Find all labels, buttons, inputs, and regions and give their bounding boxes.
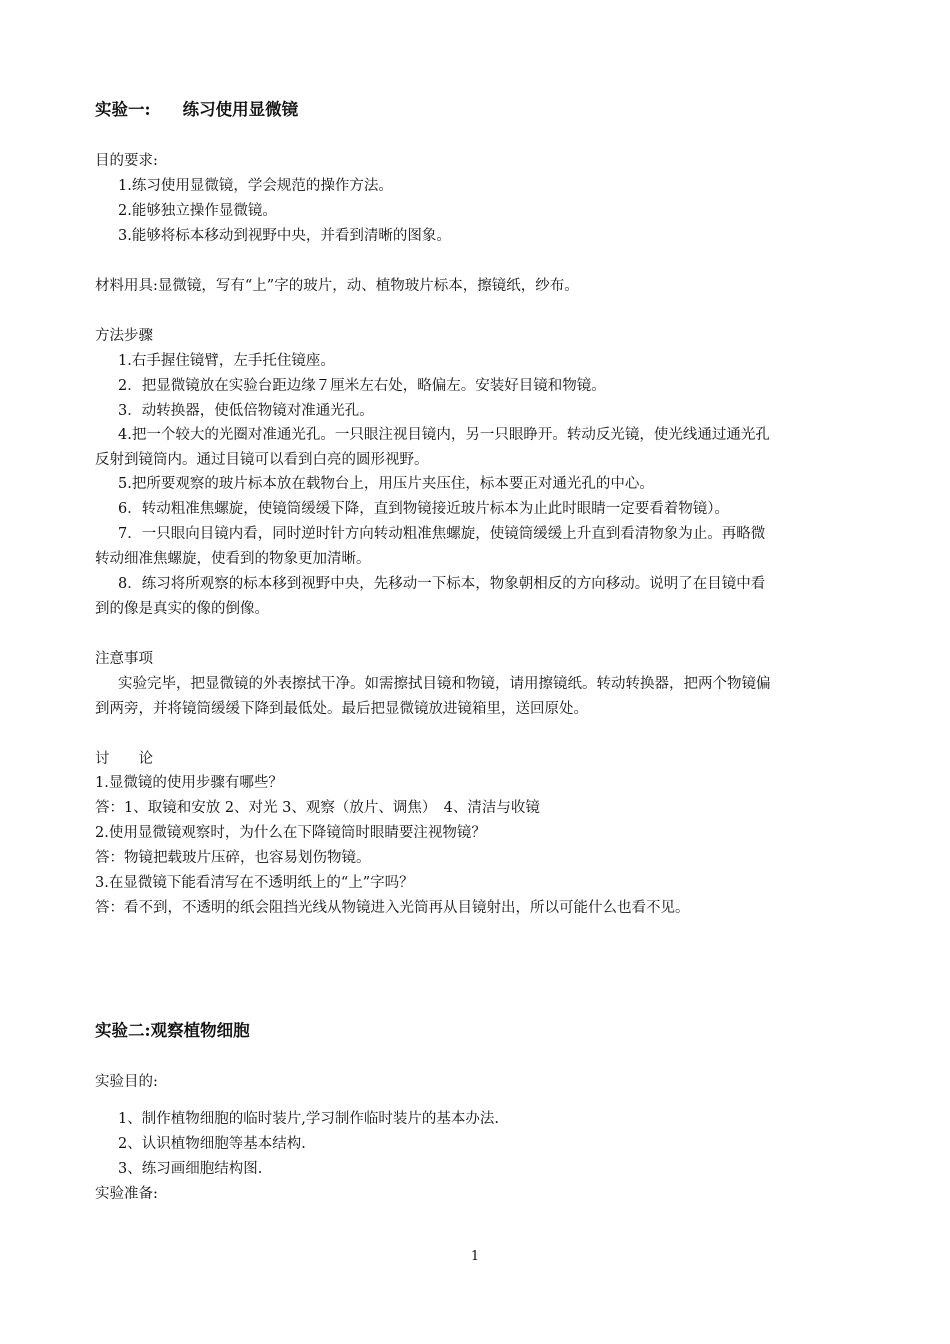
exp1-title-text: 练习使用显微镜 <box>182 100 299 119</box>
exp2-goal-item: 1、制作植物细胞的临时装片,学习制作临时装片的基本办法. <box>118 1111 499 1127</box>
exp1-step: 5.把所要观察的玻片标本放在载物台上，用压片夹压住，标本要正对通光孔的中心。 <box>118 476 654 492</box>
discussion-question: 3.在显微镜下能看清写在不透明纸上的“上”字吗？ <box>95 875 414 891</box>
exp1-step: 8．练习将所观察的标本移到视野中央，先移动一下标本，物象朝相反的方向移动。说明了在目镜中看 <box>118 576 766 592</box>
exp1-notes-line: 实验完毕，把显微镜的外表擦拭干净。如需擦拭目镜和物镜，请用擦镜纸。转动转换器，把两个物镜偏 <box>118 676 771 692</box>
exp1-goal-item: 2.能够独立操作显微镜。 <box>118 203 277 219</box>
discussion-question: 1.显微镜的使用步骤有哪些？ <box>95 775 283 791</box>
exp1-step-continuation: 反射到镜筒内。通过目镜可以看到白亮的圆形视野。 <box>95 452 429 468</box>
exp1-materials: 材料用具:显微镜，写有“上”字的玻片，动、植物玻片标本，擦镜纸，纱布。 <box>95 278 579 294</box>
exp1-goal-item: 1.练习使用显微镜，学会规范的操作方法。 <box>118 178 393 194</box>
exp1-step: 7．一只眼向目镜内看，同时逆时针方向转动粗准焦螺旋，使镜筒缓缓上升直到看清物象为止。再略微 <box>118 526 766 542</box>
exp1-title-prefix: 实验一: <box>95 100 151 119</box>
exp1-method-heading: 方法步骤 <box>95 328 153 344</box>
exp2-prep-heading: 实验准备: <box>95 1186 158 1202</box>
exp1-step: 6．转动粗准焦螺旋，使镜筒缓缓下降，直到物镜接近玻片标本为止此时眼睛一定要看着物镜）。 <box>118 501 729 517</box>
exp1-step: 3．动转换器，使低倍物镜对准通光孔。 <box>118 403 374 419</box>
exp2-goal-item: 3、练习画细胞结构图. <box>118 1161 263 1177</box>
exp1-step-continuation: 转动细准焦螺旋，使看到的物象更加清晰。 <box>95 551 371 567</box>
exp2-goal-item: 2、认识植物细胞等基本结构. <box>118 1136 306 1152</box>
page-number: 1 <box>470 1249 480 1264</box>
exp2-goal-heading: 实验目的: <box>95 1074 158 1090</box>
exp1-step: 4.把一个较大的光圈对准通光孔。一只眼注视目镜内，另一只眼睁开。转动反光镜，使光线通过通光孔 <box>118 427 770 443</box>
exp1-notes-heading: 注意事项 <box>95 651 153 667</box>
discussion-answer: 答：看不到，不透明的纸会阻挡光线从物镜进入光筒再从目镜射出，所以可能什么也看不见。 <box>95 900 690 916</box>
exp1-goal-heading: 目的要求: <box>95 153 158 169</box>
exp1-title <box>95 100 298 120</box>
discussion-answer: 答：1、取镜和安放 2、对光 3、观察（放片、调焦） 4、清洁与收镜 <box>95 800 540 816</box>
exp2-title: 实验二:观察植物细胞 <box>95 1021 250 1040</box>
discussion-question: 2.使用显微镜观察时，为什么在下降镜筒时眼睛要注视物镜？ <box>95 825 486 841</box>
discussion-answer: 答：物镜把载玻片压碎，也容易划伤物镜。 <box>95 850 371 866</box>
exp1-step: 1.右手握住镜臂，左手托住镜座。 <box>118 353 335 369</box>
exp1-step: 2．把显微镜放在实验台距边缘７厘米左右处，略偏左。安装好目镜和物镜。 <box>118 378 606 394</box>
exp1-notes-line: 到两旁，并将镜筒缓缓下降到最低处。最后把显微镜放进镜箱里，送回原处。 <box>95 701 588 717</box>
exp1-step-continuation: 到的像是真实的像的倒像。 <box>95 601 269 617</box>
exp1-discussion-heading: 讨 论 <box>95 751 153 767</box>
exp1-goal-item: 3.能够将标本移动到视野中央，并看到清晰的图象。 <box>118 228 451 244</box>
